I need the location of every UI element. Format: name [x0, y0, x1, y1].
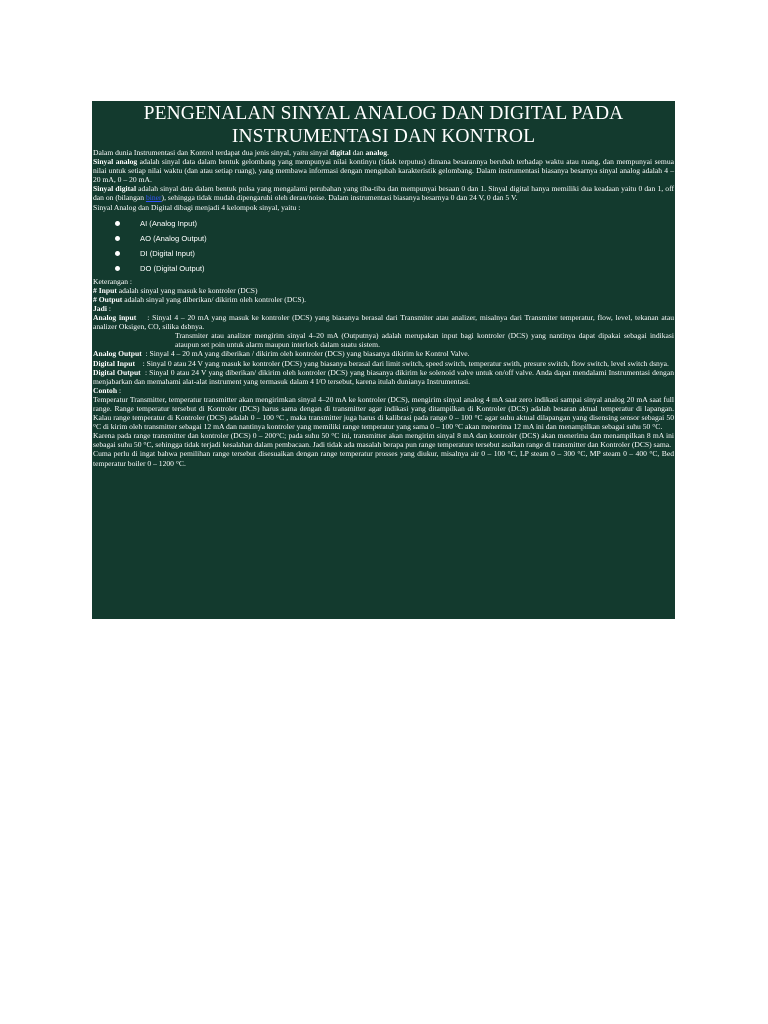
input-text: adalah sinyal yang masuk ke kontroler (DCS)	[116, 285, 258, 295]
list-item	[93, 246, 674, 261]
list-item	[93, 216, 674, 231]
digital-text-end: ), sehingga tidak mudah dipengaruhi oleh derau/noise. Dalam instrumentasi biasanya besarnya 0 dan 24 V, 0 dan 5 V.	[161, 193, 518, 203]
groups-intro: Sinyal Analog dan Digital dibagi menjadi 4 kelompok sinyal, yaitu :	[93, 202, 301, 212]
digital-definition	[93, 184, 674, 202]
digital-text: adalah sinyal data dalam bentuk pulsa yang mengalami perubahan yang tiba-tiba dan mempunyai besaan 0 dan 1. Sinyal digital hanya memiliki dua keadaan yaitu 0 dan 1, off dan on (bilangan	[93, 184, 674, 203]
signal-type-label: AI (Analog Input)	[140, 218, 197, 228]
digital-input-paragraph	[93, 359, 674, 368]
document-title: PENGENALAN SINYAL ANALOG DAN DIGITAL PADA INSTRUMENTASI DAN KONTROL	[143, 103, 624, 147]
biner-link[interactable]: biner	[145, 193, 162, 203]
contoh-colon: :	[117, 385, 122, 395]
intro-and: dan	[350, 148, 366, 157]
example-paragraph-1: Temperatur Transmitter, temperatur transmitter akan mengirimkan sinyal 4–20 mA ke kontroler (DCS), mengirim sinyal analog 4 mA saat zero indikasi sampai sinyal analog 20 mA saat full range. Range temperatur tersebut di Kontroler (DCS) harus sama dengan di transmitter agar indikasi yang ditampilkan di Kontroler (DCS) adalah besaran aktual temperatur di lapangan. Kalau range temperatur di Kontroler (DCS) adalah 0 – 100 °C , maka transmitter juga harus di kalibrasi pada range 0 – 100 °C agar suhu aktual dilapangan yang disensing sensor sebagai 50 °C di kirim oleh transmitter sebagai 12 mA dan nantinya kontroler yang memiliki range temperatur yang sama 0 – 100 °C akan menerima 12 mA ini dan menampilkan sebagai suhu 50 °C.	[93, 394, 674, 432]
contoh-term: Contoh	[93, 385, 118, 395]
signal-type-list	[93, 216, 674, 276]
jadi-label	[93, 304, 674, 313]
intro-text: Dalam dunia Instrumentasi dan Kontrol terdapat dua jenis sinyal, yaitu sinyal	[93, 148, 331, 157]
analog-term: Sinyal analog	[93, 157, 138, 167]
document-body	[93, 148, 674, 468]
bullet-icon	[115, 251, 120, 256]
jadi-colon: :	[106, 303, 111, 313]
analog-text: adalah sinyal data dalam bentuk gelombang yang mempunyai nilai kontinyu (tidak terputus) dimana besarannya berubah terhadap waktu atau ruang, dan mempunyai semua nilai untuk setiap nilai waktu (dan atau setiap ruang), yang membawa informasi dengan mengubah karakteristik gelombang. Dalam instrumentasi biasanya besarnya sinyal analog adalah 4 – 20 mA, 0 – 20 mA.	[93, 157, 675, 185]
document-page	[92, 101, 675, 619]
digital-input-term: Digital Input	[93, 358, 135, 368]
digital-input-text: : Sinyal 0 atau 24 V yang masuk ke kontroler (DCS) yang biasanya berasal dari limit switch, speed switch, temperatur swith, presure switch, flow switch, level switch dsnya.	[135, 358, 669, 368]
output-text: adalah sinyal yang diberikan/ dikirim oleh kontroler (DCS).	[122, 294, 307, 304]
keterangan-label: Keterangan :	[93, 276, 133, 286]
analog-input-term: Analog input	[93, 313, 137, 323]
digital-term: Sinyal digital	[93, 184, 137, 194]
bullet-icon	[115, 236, 120, 241]
bullet-icon	[115, 266, 120, 271]
input-term: # Input	[93, 285, 117, 295]
example-paragraph-2: Karena pada range transmitter dan kontroler (DCS) 0 – 200°C; pada suhu 50 °C ini, transmitter akan mengirim sinyal 8 mA dan kontroler (DCS) akan menerima dan menampilkan 8 mA ini sebagai suhu 50 °C, sehingga tidak terjadi kesalahan dalam pembacaan. Jadi tidak ada masalah berapa pun range temperature tersebut asalkan range di transmitter dan Kontroler (DCS) sama.	[93, 431, 674, 450]
signal-type-label: DO (Digital Output)	[140, 263, 205, 273]
contoh-label	[93, 386, 674, 395]
list-item	[93, 231, 674, 246]
intro-end: .	[387, 148, 389, 157]
jadi-term: Jadi	[93, 303, 107, 313]
analog-output-text: : Sinyal 4 – 20 mA yang diberikan / dikirim oleh kontroler (DCS) yang biasanya dikirim ke Kontrol Valve.	[141, 349, 470, 359]
digital-output-paragraph	[93, 368, 674, 386]
output-term: # Output	[93, 294, 123, 304]
analog-output-paragraph	[93, 349, 674, 358]
analog-definition	[93, 157, 674, 184]
signal-type-label: DI (Digital Input)	[140, 248, 195, 258]
digital-output-text: : Sinyal 0 atau 24 V yang diberikan/ dikirim oleh kontroler (DCS) yang biasanya dikirim ke solenoid valve untuk on/off valve. Anda dapat mendalami Instrumentasi dengan menjabarkan dan memahami alat-alat instrument yang termasuk dalam 4 I/O tersebut, karena itulah dunianya Instrumentasi.	[93, 367, 676, 386]
analog-output-term: Analog Output	[93, 349, 142, 359]
output-note	[93, 295, 674, 304]
intro-digital: digital	[330, 148, 351, 157]
intro-analog: analog	[365, 148, 388, 157]
digital-output-term: Digital Output	[93, 367, 141, 377]
analog-input-text: : Sinyal 4 – 20 mA yang masuk ke kontroler (DCS) yang biasanya berasal dari Transmiter atau analizer, misalnya dari Transmiter temperatur, flow, level, tekanan atau analizer Oksigen, CO, silika dsbnya.	[93, 313, 676, 332]
input-note	[93, 286, 674, 295]
analog-input-paragraph	[93, 313, 674, 331]
intro-paragraph	[93, 148, 674, 157]
list-item	[93, 261, 674, 276]
signal-type-label: AO (Analog Output)	[140, 233, 207, 243]
example-paragraph-3: Cuma perlu di ingat bahwa pemilihan range tersebut disesuaikan dengan range temperatur prosses yang diukur, misalnya air 0 – 100 °C, LP steam 0 – 300 °C, MP steam 0 – 400 °C, Bed temperatur boiler 0 – 1200 °C.	[93, 449, 674, 468]
analog-input-note: Transmiter atau analizer mengirim sinyal 4–20 mA (Outputnya) adalah merupakan input bagi kontroler (DCS) yang nantinya dapat dipakai sebagai indikasi ataupun set poin untuk alarm maupun interlock dalam suatu sistem.	[175, 331, 674, 350]
bullet-icon	[115, 221, 120, 226]
